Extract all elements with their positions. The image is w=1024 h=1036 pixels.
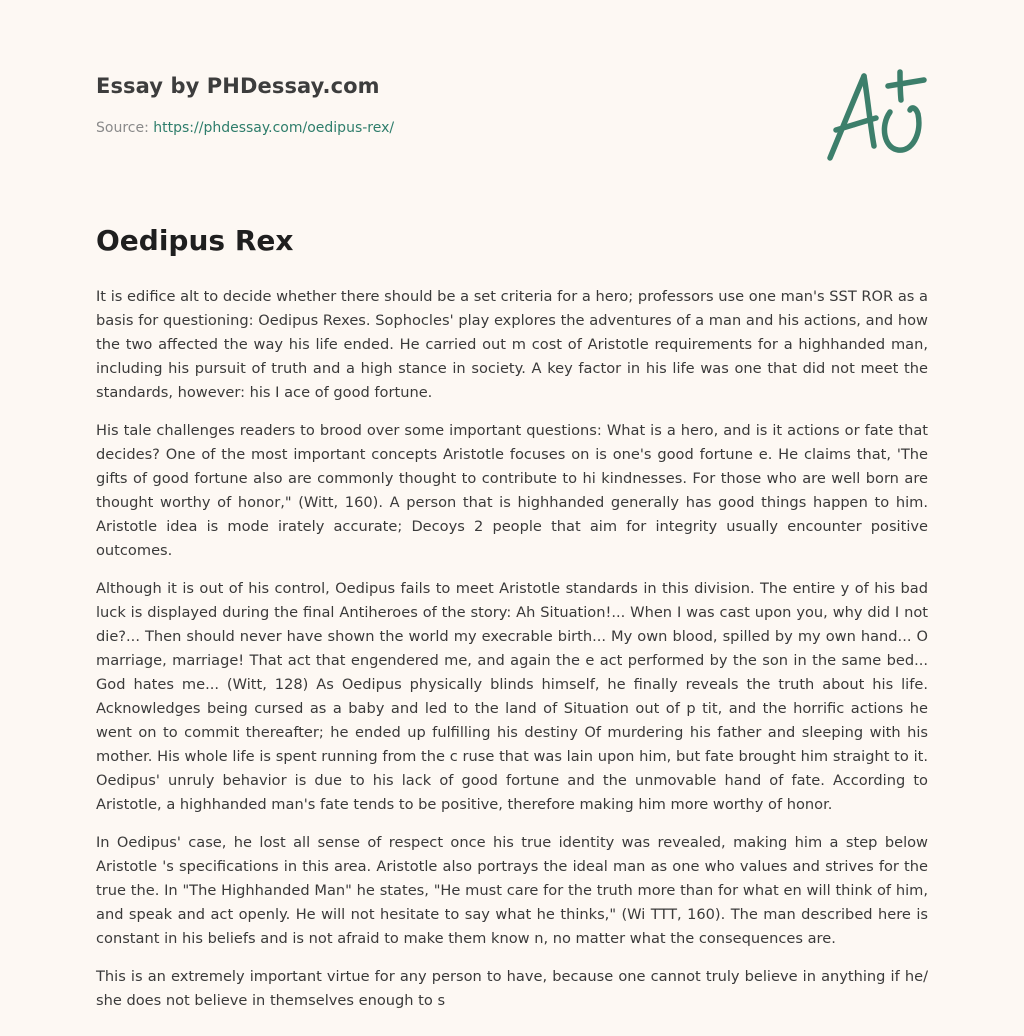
paragraph: His tale challenges readers to brood over some important questions: What is a hero, and is it actions or fate that decides? One of the most important concepts Aristotle focuses on is one's good fortune e. He claims that, 'The gifts of good fortune also are commonly thought to contribute to hi kindnesses. For those who are well born are thought worthy of honor," (Witt, 160). A person that is highhanded generally has good things happen to him. Aristotle idea is mode irately accurate; Decoys 2 people that aim for integrity usually encounter positive outcomes. xyxy=(96,422,928,559)
a-plus-logo-icon xyxy=(818,64,930,168)
source-label: Source: xyxy=(96,120,149,136)
paragraph: In Oedipus' case, he lost all sense of respect once his true identity was revealed, making him a step below Aristotle 's specifications in this area. Aristotle also portrays the ideal man as one who values and strives for the true the. In "The Highhanded Man" he states, "He must care for the truth more than for what en will think of him, and speak and act openly. He will not hesitate to say what he thinks," (Wi TTT, 160). The man described here is constant in his beliefs and is not afraid to make them know n, no matter what the consequences are. xyxy=(96,834,928,947)
source-line xyxy=(96,120,936,136)
essay-body xyxy=(96,285,928,1027)
source-link[interactable]: https://phdessay.com/oedipus-rex/ xyxy=(153,120,395,136)
paragraph: This is an extremely important virtue for any person to have, because one cannot truly believe in anything if he/ she does not believe in themselves enough to s xyxy=(96,968,928,1009)
site-title: Essay by PHDessay.com xyxy=(96,74,380,98)
page-title: Oedipus Rex xyxy=(96,224,294,257)
paragraph: Although it is out of his control, Oedipus fails to meet Aristotle standards in this division. The entire y of his bad luck is displayed during the final Antiheroes of the story: Ah Situation!... When I was cast upon you, why did I not die?... Then should never have shown the world my execrable birth... My own blood, spilled by my own hand... O marriage, marriage! That act that engendered me, and again the e act performed by the son in the same bed... God hates me... (Witt, 128) As Oedipus physically blinds himself, he finally reveals the truth about his life. Acknowledges being cursed as a baby and led to the land of Situation out of p tit, and the horrific actions he went on to commit thereafter; he ended up fulfilling his destiny Of murdering his father and sleeping with his mother. His whole life is spent running from the c ruse that was lain upon him, but fate brought him straight to it. Oedipus' unruly behavior is due to his lack of good fortune and the unmovable hand of fate. According to Aristotle, a highhanded man's fate tends to be positive, therefore making him more worthy of honor. xyxy=(96,580,928,813)
paragraph: It is edifice alt to decide whether there should be a set criteria for a hero; professors use one man's SST ROR as a basis for questioning: Oedipus Rexes. Sophocles' play explores the adventures of a man and his actions, and how the two affected the way his life ended. He carried out m cost of Aristotle requirements for a highhanded man, including his pursuit of truth and a high stance in society. A key factor in his life was one that did not meet the standards, however: his I ace of good fortune. xyxy=(96,288,928,401)
page-header xyxy=(96,74,936,136)
